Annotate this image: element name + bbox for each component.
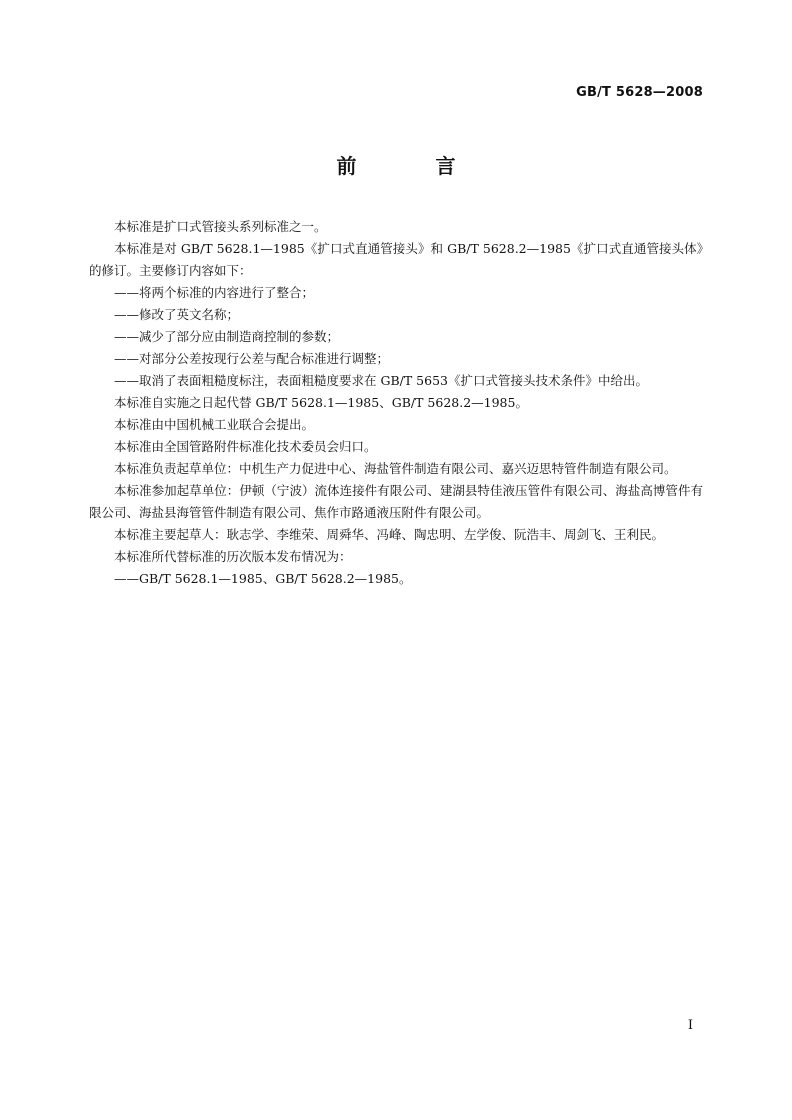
page-number: I bbox=[687, 1018, 693, 1033]
paragraph: 本标准是扩口式管接头系列标准之一。 bbox=[114, 219, 327, 234]
paragraph: 本标准参加起草单位：伊顿（宁波）流体连接件有限公司、建湖县特佳液压管件有限公司、海盐高博管件有限公司、海盐县海管管件制造有限公司、焦作市路通液压附件有限公司。 bbox=[89, 483, 703, 520]
foreword-body bbox=[89, 216, 703, 590]
list-item: ——取消了表面粗糙度标注，表面粗糙度要求在 GB/T 5653《扩口式管接头技术条件》中给出。 bbox=[114, 373, 648, 388]
paragraph: 本标准负责起草单位：中机生产力促进中心、海盐管件制造有限公司、嘉兴迈思特管件制造有限公司。 bbox=[114, 461, 677, 476]
list-item: ——修改了英文名称； bbox=[114, 307, 240, 322]
list-item: ——将两个标准的内容进行了整合； bbox=[114, 285, 315, 300]
page-title: 前 言 bbox=[336, 154, 492, 178]
paragraph: 本标准由中国机械工业联合会提出。 bbox=[114, 417, 315, 432]
paragraph: 本标准所代替标准的历次版本发布情况为： bbox=[114, 549, 352, 564]
paragraph: 本标准由全国管路附件标准化技术委员会归口。 bbox=[114, 439, 377, 454]
paragraph: 本标准主要起草人：耿志学、李维荣、周舜华、冯峰、陶忠明、左学俊、阮浩丰、周剑飞、王利民。 bbox=[114, 527, 665, 542]
paragraph: 本标准是对 GB/T 5628.1—1985《扩口式直通管接头》和 GB/T 5628.2—1985《扩口式直通管接头体》的修订。主要修订内容如下： bbox=[89, 241, 703, 278]
list-item: ——对部分公差按现行公差与配合标准进行调整； bbox=[114, 351, 390, 366]
list-item: ——减少了部分应由制造商控制的参数； bbox=[114, 329, 340, 344]
paragraph: 本标准自实施之日起代替 GB/T 5628.1—1985、GB/T 5628.2—1985。 bbox=[114, 395, 528, 410]
list-item: ——GB/T 5628.1—1985、GB/T 5628.2—1985。 bbox=[114, 571, 412, 586]
standard-code-header: GB/T 5628—2008 bbox=[576, 85, 703, 100]
